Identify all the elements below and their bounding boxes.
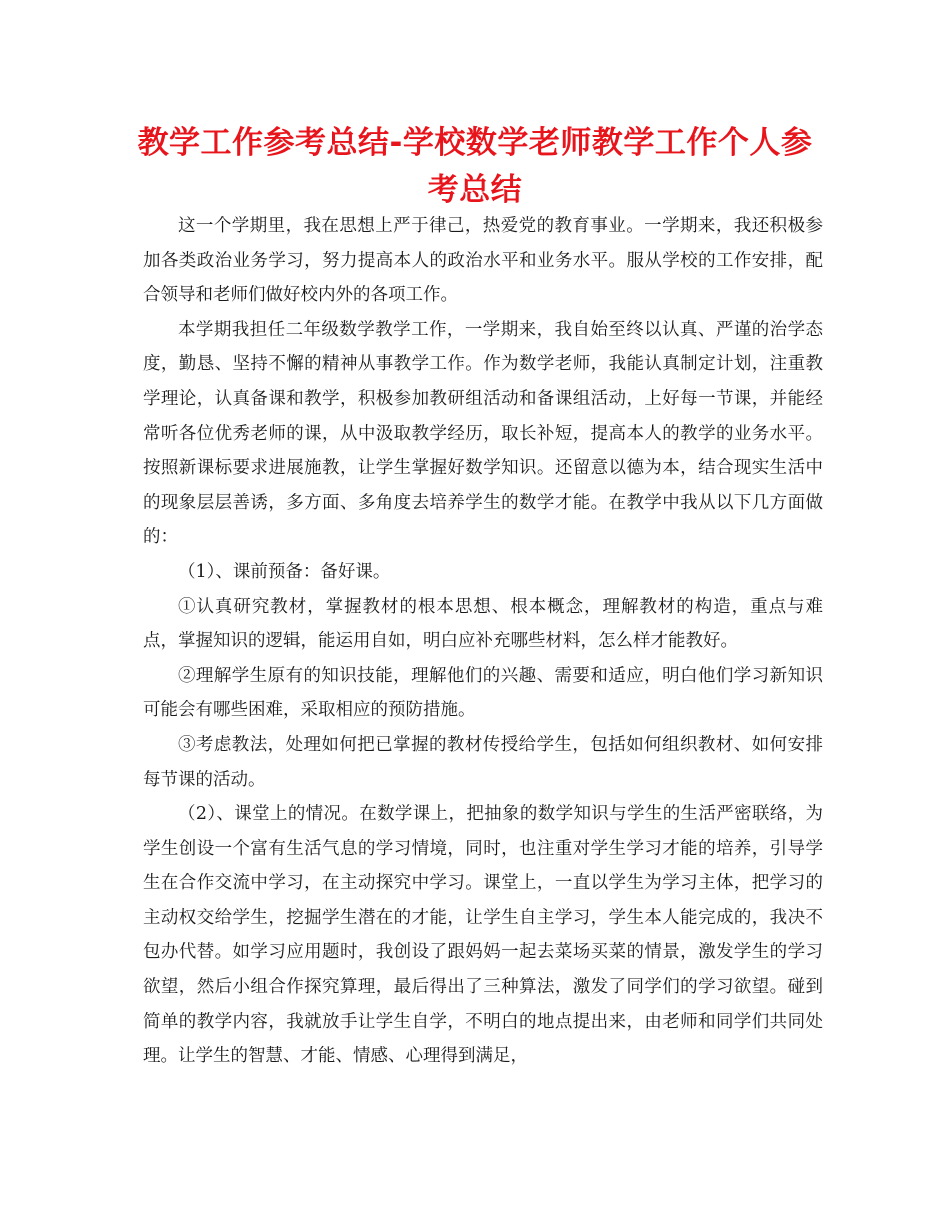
paragraph-teaching-work: 本学期我担任二年级数学教学工作，一学期来，我自始至终以认真、严谨的治学态度，勤恳、坚持不懈的精神从事教学工作。作为数学老师，我能认真制定计划，注重教学理论，认真备课和教学，积极参加教研组活动和备课组活动，上好每一节课，并能经常听各位优秀老师的课，从中汲取教学经历，取长补短，提高本人的教学的业务水平。按照新课标要求进展施教，让学生掌握好数学知识。还留意以德为本，结合现实生活中的现象层层善诱，多方面、多角度去培养学生的数学才能。在教学中我从以下几方面做的： bbox=[143, 319, 823, 548]
paragraph-section-2: （2）、课堂上的情况。在数学课上，把抽象的数学知识与学生的生活严密联络，为学生创设一个富有生活气息的学习情境，同时，也注重对学生学习才能的培养，引导学生在合作交流中学习，在主动探究中学习。课堂上，一直以学生为学习主体，把学习的主动权交给学生，挖掘学生潜在的才能，让学生自主学习，学生本人能完成的，我决不包办代替。如学习应用题时，我创设了跟妈妈一起去菜场买菜的情景，激发学生的学习欲望，然后小组合作探究算理，最后得出了三种算法，激发了同学们的学习欲望。碰到简单的教学内容，我就放手让学生自学，不明白的地点提出来，由老师和同学们共同处理。让学生的智慧、才能、情感、心理得到满足， bbox=[143, 804, 823, 1067]
paragraph-item-1: ①认真研究教材，掌握教材的根本思想、根本概念，理解教材的构造，重点与难点，掌握知识的逻辑，能运用自如，明白应补充哪些材料，怎么样才能教好。 bbox=[143, 596, 823, 652]
paragraph-item-2: ②理解学生原有的知识技能，理解他们的兴趣、需要和适应，明白他们学习新知识可能会有哪些困难，采取相应的预防措施。 bbox=[143, 665, 823, 721]
document-body bbox=[143, 209, 823, 1074]
paragraph-item-3: ③考虑教法，处理如何把已掌握的教材传授给学生，包括如何组织教材、如何安排每节课的活动。 bbox=[143, 734, 823, 790]
paragraph-section-1-heading: （1）、课前预备：备好课。 bbox=[178, 561, 391, 582]
paragraph-intro: 这一个学期里，我在思想上严于律己，热爱党的教育事业。一学期来，我还积极参加各类政治业务学习，努力提高本人的政治水平和业务水平。服从学校的工作安排，配合领导和老师们做好校内外的各项工作。 bbox=[143, 216, 823, 306]
document-title: 教学工作参考总结-学校数学老师教学工作个人参考总结 bbox=[137, 125, 813, 208]
